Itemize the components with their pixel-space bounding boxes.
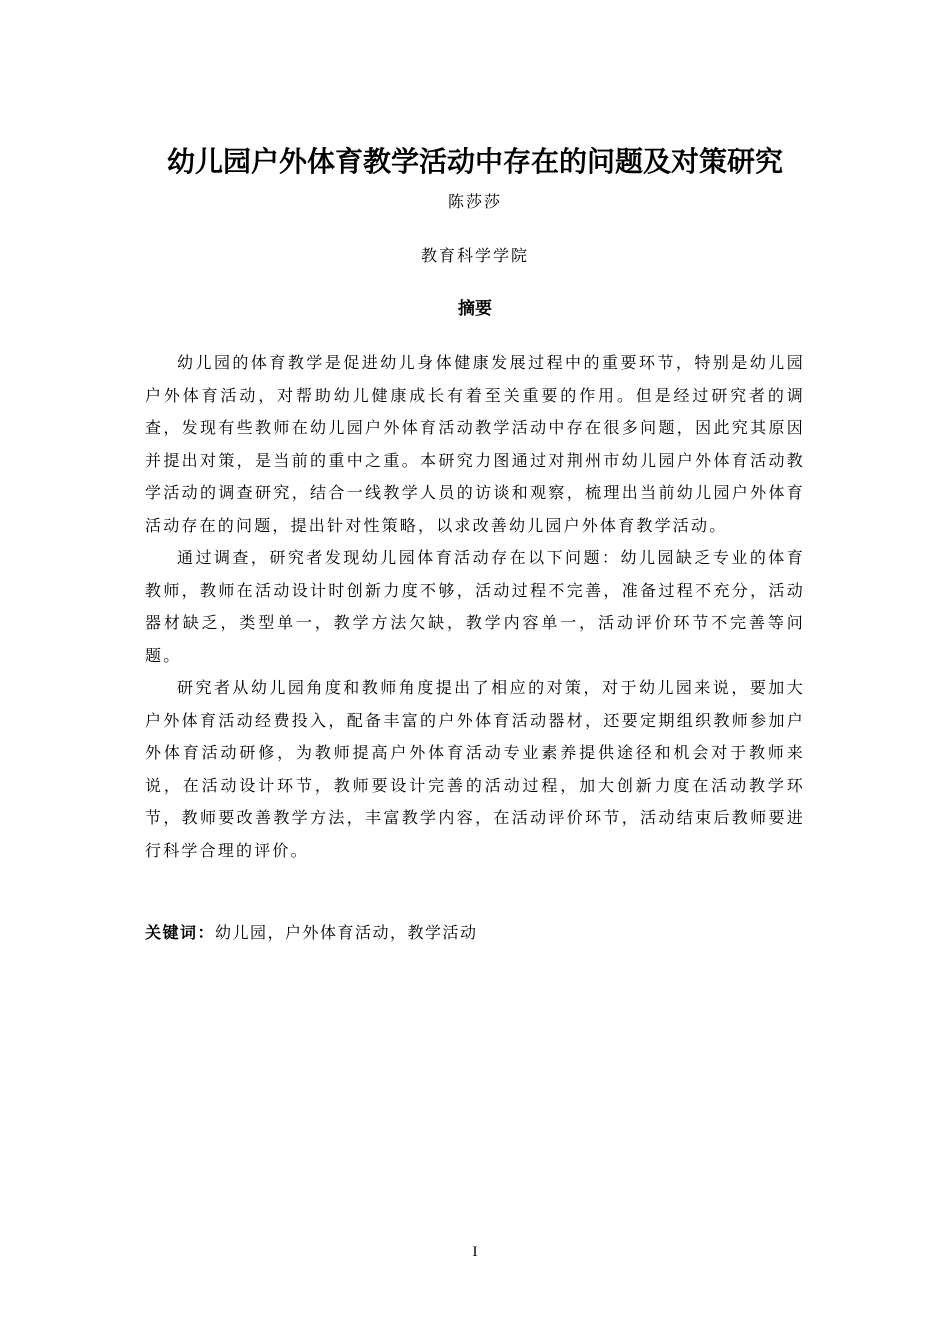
abstract-paragraph: 研究者从幼儿园角度和教师角度提出了相应的对策，对于幼儿园来说，要加大户外体育活动经费投入，配备丰富的户外体育活动器材，还要定期组织教师参加户外体育活动研修，为教师提高户外体育活动专业素养提供途径和机会对于教师来说，在活动设计环节，教师要设计完善的活动过程，加大创新力度在活动教学环节，教师要改善教学方法，丰富教学内容，在活动评价环节，活动结束后教师要进行科学合理的评价。 <box>145 678 805 860</box>
author-affiliation: 教育科学学院 <box>420 246 529 265</box>
abstract-paragraph: 幼儿园的体育教学是促进幼儿身体健康发展过程中的重要环节，特别是幼儿园户外体育活动，对帮助幼儿健康成长有着至关重要的作用。但是经过研究者的调查，发现有些教师在幼儿园户外体育活动教学活动中存在很多问题，因此究其原因并提出对策，是当前的重中之重。本研究力图通过对荆州市幼儿园户外体育活动教学活动的调查研究，结合一线教学人员的访谈和观察，梳理出当前幼儿园户外体育活动存在的问题，提出针对性策略，以求改善幼儿园户外体育教学活动。 <box>145 353 805 535</box>
keywords-line <box>145 918 805 948</box>
author-name: 陈莎莎 <box>447 192 502 211</box>
keywords-text: 幼儿园，户外体育活动，教学活动 <box>215 923 478 942</box>
abstract-body <box>145 347 805 867</box>
abstract-paragraph: 通过调查，研究者发现幼儿园体育活动存在以下问题：幼儿园缺乏专业的体育教师，教师在活动设计时创新力度不够，活动过程不完善，准备过程不充分，活动器材缺乏，类型单一，教学方法欠缺，教学内容单一，活动评价环节不完善等问题。 <box>145 548 805 665</box>
page-number: I <box>472 1244 478 1260</box>
keywords-label: 关键词： <box>145 923 216 942</box>
paper-title: 幼儿园户外体育教学活动中存在的问题及对策研究 <box>166 145 783 178</box>
abstract-heading: 摘要 <box>458 299 492 319</box>
